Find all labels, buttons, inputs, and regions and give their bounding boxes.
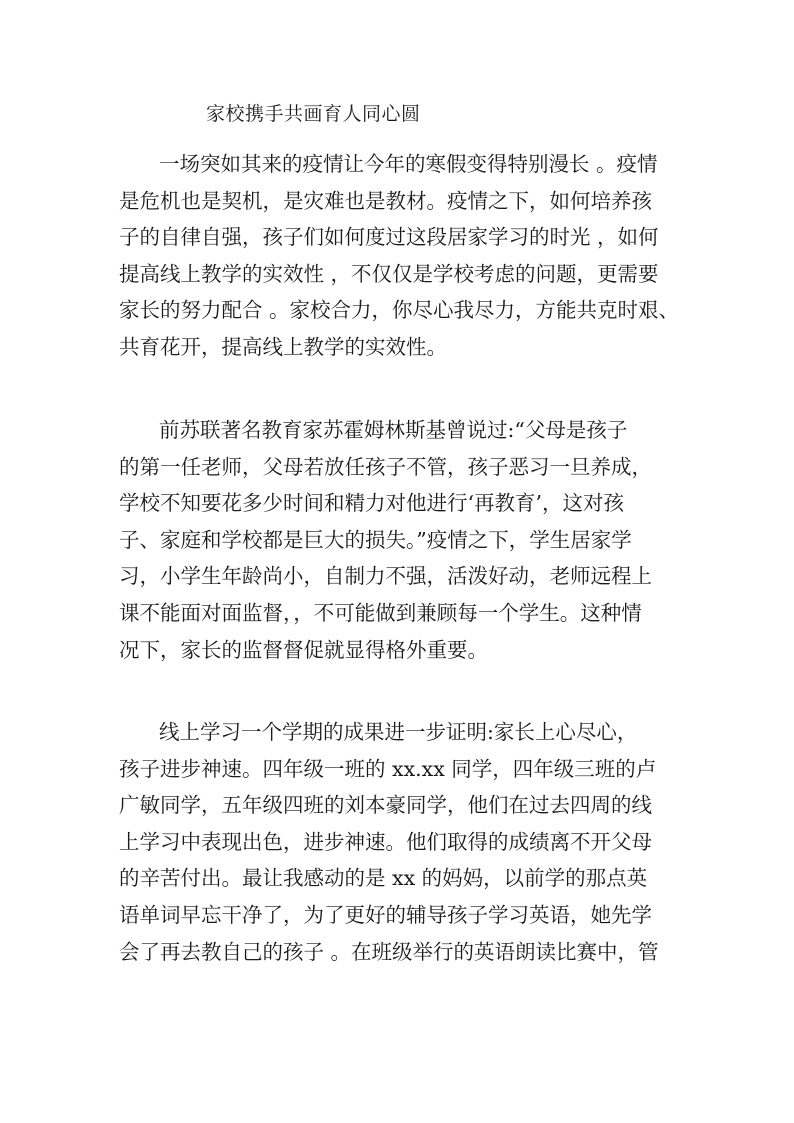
- paragraph-line: 的辛苦付出。最让我感动的是 xx 的妈妈，以前学的那点英: [119, 866, 648, 891]
- paragraph-line: 广敏同学，五年级四班的刘本豪同学，他们在过去四周的线: [119, 793, 652, 818]
- paragraph-line: 的第一任老师，父母若放任孩子不管，孩子恶习一旦养成，: [119, 454, 652, 479]
- paragraph-line: 课不能面对面监督，，不可能做到兼顾每一个学生。这种情: [119, 600, 642, 625]
- paragraph-line: 家长的努力配合 。家校合力，你尽心我尽力，方能共克时艰、: [119, 298, 679, 323]
- paragraph-line: 孩子进步神速。四年级一班的 xx.xx 同学，四年级三班的卢: [119, 756, 657, 781]
- paragraph-line: 共育花开，提高线上教学的实效性。: [119, 334, 447, 359]
- paragraph-line: 提高线上教学的实效性 ，不仅仅是学校考虑的问题，更需要: [119, 261, 659, 286]
- paragraph-line: 是危机也是契机，是灾难也是教材。疫情之下，如何培养孩: [119, 188, 652, 213]
- paragraph-line: 子的自律自强，孩子们如何度过这段居家学习的时光 ，如何: [119, 225, 659, 250]
- paragraph-line: 学校不知要花多少时间和精力对他进行‘再教育’，这对孩: [119, 491, 625, 516]
- paragraph-line: 一场突如其来的疫情让今年的寒假变得特别漫长 。疫情: [159, 152, 658, 176]
- paragraph-line: 子、家庭和学校都是巨大的损失。”疫情之下，学生居家学: [119, 527, 632, 552]
- paragraph-line: 习，小学生年龄尚小，自制力不强，活泼好动，老师远程上: [119, 564, 652, 589]
- paragraph-line: 前苏联著名教育家苏霍姆林斯基曾说过:“父母是孩子: [159, 418, 628, 442]
- paragraph-line: 况下，家长的监督督促就显得格外重要。: [119, 637, 488, 662]
- document-title: 家校携手共画育人同心圆: [206, 103, 421, 125]
- paragraph-line: 语单词早忘干净了，为了更好的辅导孩子学习英语，她先学: [119, 902, 652, 927]
- paragraph-3: [119, 714, 679, 970]
- paragraph-1: [119, 146, 679, 366]
- paragraph-line: 会了再去教自己的孩子 。在班级举行的英语朗读比赛中，管: [119, 939, 659, 964]
- paragraph-line: 上学习中表现出色，进步神速。他们取得的成绩离不开父母: [119, 829, 652, 854]
- paragraph-2: [119, 412, 679, 668]
- paragraph-line: 线上学习一个学期的成果进一步证明:家长上心尽心，: [159, 720, 638, 744]
